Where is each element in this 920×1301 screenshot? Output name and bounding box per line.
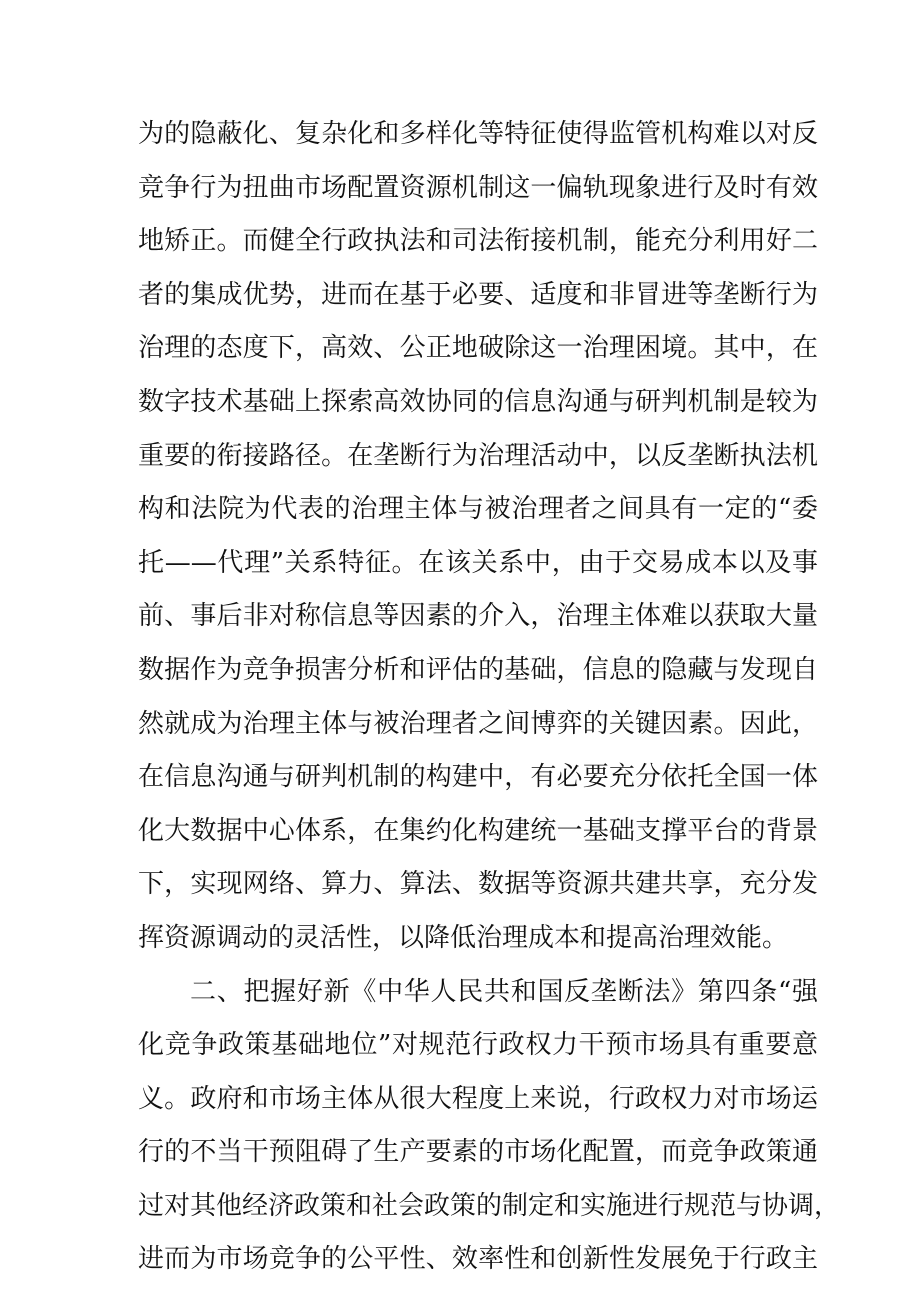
text-line: 托——代理”关系特征。在该关系中，由于交易成本以及事 — [138, 547, 818, 578]
paragraph-2 — [138, 966, 841, 1288]
text-line: 行的不当干预阻碍了生产要素的市场化配置，而竞争政策通 — [138, 1137, 818, 1168]
text-line: 义。政府和市场主体从很大程度上来说，行政权力对市场运 — [138, 1083, 818, 1114]
text-line: 在信息沟通与研判机制的构建中，有必要充分依托全国一体 — [138, 762, 818, 793]
text-line: 下，实现网络、算力、算法、数据等资源共建共享，充分发 — [138, 869, 818, 900]
text-line: 进而为市场竞争的公平性、效率性和创新性发展免于行政主 — [138, 1244, 818, 1275]
text-line: 构和法院为代表的治理主体与被治理者之间具有一定的“委 — [138, 494, 818, 525]
text-line: 重要的衔接路径。在垄断行为治理活动中，以反垄断执法机 — [138, 440, 818, 471]
document-body — [138, 108, 841, 1287]
text-line: 挥资源调动的灵活性，以降低治理成本和提高治理效能。 — [138, 922, 789, 953]
text-line: 为的隐蔽化、复杂化和多样化等特征使得监管机构难以对反 — [138, 119, 818, 149]
text-line: 二、把握好新《中华人民共和国反垄断法》第四条“强 — [190, 976, 818, 1007]
text-line: 竞争行为扭曲市场配置资源机制这一偏轨现象进行及时有效 — [138, 172, 818, 203]
text-line: 数字技术基础上探索高效协同的信息沟通与研判机制是较为 — [138, 386, 818, 417]
text-line: 然就成为治理主体与被治理者之间博弈的关键因素。因此， — [138, 708, 818, 739]
text-line: 化竞争政策基础地位”对规范行政权力干预市场具有重要意 — [138, 1030, 818, 1061]
text-line: 数据作为竞争损害分析和评估的基础，信息的隐藏与发现自 — [138, 654, 818, 685]
text-line: 治理的态度下，高效、公正地破除这一治理困境。其中，在 — [138, 333, 818, 364]
text-line: 前、事后非对称信息等因素的介入，治理主体难以获取大量 — [138, 601, 818, 632]
text-line: 者的集成优势，进而在基于必要、适度和非冒进等垄断行为 — [138, 279, 818, 310]
paragraph-1 — [138, 108, 818, 966]
text-line: 地矫正。而健全行政执法和司法衔接机制，能充分利用好二 — [138, 226, 818, 257]
text-line: 化大数据中心体系，在集约化构建统一基础支撑平台的背景 — [138, 815, 818, 846]
text-line: 过对其他经济政策和社会政策的制定和实施进行规范与协调， — [138, 1190, 841, 1221]
